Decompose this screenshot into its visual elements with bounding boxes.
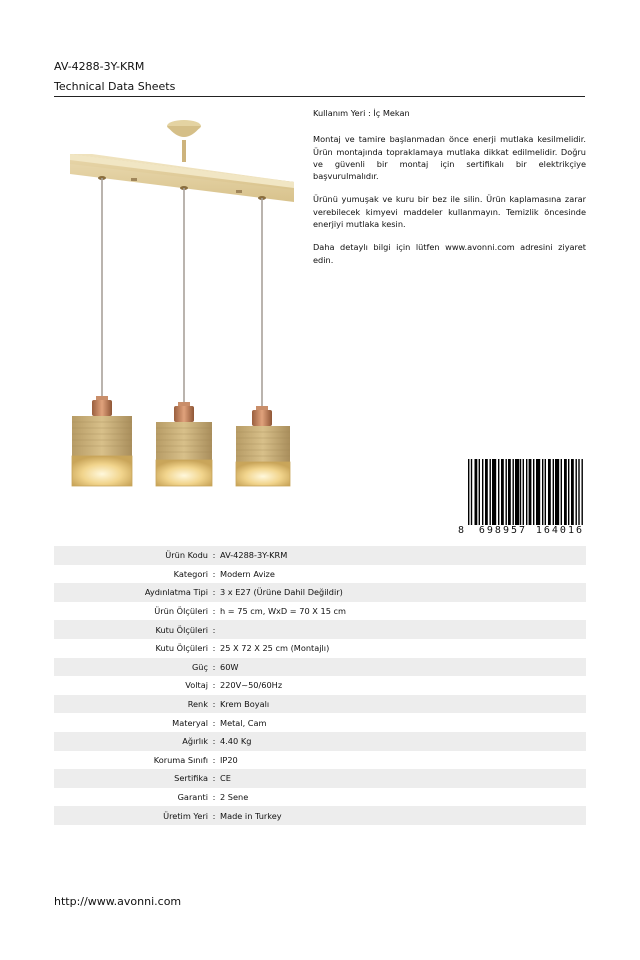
barcode [458,459,586,535]
spec-row: Garanti : 2 Sene [54,788,586,807]
spec-row: Renk : Krem Boyalı [54,695,586,714]
usage-location: Kullanım Yeri : İç Mekan [313,108,410,118]
spec-row: Ürün Kodu : AV-4288-3Y-KRM [54,546,586,565]
spec-label: Koruma Sınıfı [153,754,208,765]
spec-value: Made in Turkey [220,810,282,821]
spec-label: Garanti [177,792,208,803]
spec-row: Güç : 60W [54,658,586,677]
spec-label: Sertifika [174,773,208,784]
spec-value: h = 75 cm, WxD = 70 X 15 cm [220,606,346,617]
spec-label: Aydınlatma Tipi [144,587,208,598]
spec-label: Kutu Ölçüleri [155,624,208,635]
spec-value: Krem Boyalı [220,699,270,710]
spec-row: Aydınlatma Tipi : 3 x E27 (Ürüne Dahil Değildir) [54,583,586,602]
spec-value: 3 x E27 (Ürüne Dahil Değildir) [220,587,343,598]
spec-row: Üretim Yeri : Made in Turkey [54,806,586,825]
spec-value: AV-4288-3Y-KRM [220,550,288,561]
spec-row: Ürün Ölçüleri : h = 75 cm, WxD = 70 X 15 cm [54,602,586,621]
spec-value: CE [220,773,231,784]
ceiling-canopy [167,120,201,162]
pendant-right [236,406,290,486]
spec-label: Materyal [172,717,208,728]
product-code-title: AV-4288-3Y-KRM [54,60,145,73]
spec-value: Modern Avize [220,568,275,579]
safety-note: Montaj ve tamire başlanmadan önce enerji mutlaka kesilmelidir. Ürün montajında topraklamaya mutlaka dikkat edilmelidir. Doğru ve güvenli bir montaj için sertifikalı bir elektrikçiye başvurulmalıdır. [313,134,586,182]
document-subtitle: Technical Data Sheets [54,80,176,93]
barcode-digit-prefix: 8 [458,525,465,536]
spec-label: Kategori [173,568,208,579]
spec-row: Ağırlık : 4.40 Kg [54,732,586,751]
spec-label: Ürün Ölçüleri [154,606,208,617]
pendant-cords [102,178,262,408]
spec-row: Kategori : Modern Avize [54,565,586,584]
spec-value: 2 Sene [220,792,249,803]
spec-table [54,546,586,825]
spec-label: Ağırlık [182,736,208,747]
usage-notes [313,107,586,277]
product-image [62,118,302,498]
spec-label: Güç [191,661,208,672]
spec-value: 4.40 Kg [220,736,252,747]
pendant-center [156,402,212,486]
spec-row: Koruma Sınıfı : IP20 [54,751,586,770]
spec-value: IP20 [220,754,238,765]
spec-value: Metal, Cam [220,717,267,728]
spec-row: Kutu Ölçüleri : 25 X 72 X 25 cm (Montajlı) [54,639,586,658]
cleaning-note: Ürünü yumuşak ve kuru bir bez ile silin. Ürün kaplamasına zarar verebilecek kimyevi maddeler kullanmayın. Temizlik öncesinde enerjiyi mutlaka kesin. [313,194,586,230]
spec-value: 60W [220,661,239,672]
spec-label: Renk [187,699,208,710]
pendant-left [72,396,132,486]
barcode-digits [458,525,586,536]
spec-label: Üretim Yeri [163,810,208,821]
spec-row: Materyal : Metal, Cam [54,713,586,732]
spec-row: Kutu Ölçüleri : [54,620,586,639]
footer-url[interactable]: http://www.avonni.com [54,895,182,908]
spec-row: Voltaj : 220V~50/60Hz [54,676,586,695]
header-divider [54,96,585,97]
website-note: Daha detaylı bilgi için lütfen www.avonni.com adresini ziyaret edin. [313,242,586,265]
spec-label: Kutu Ölçüleri [155,643,208,654]
spec-value: 220V~50/60Hz [220,680,283,691]
spec-label: Voltaj [185,680,208,691]
barcode-digit-group-left: 698957 [478,525,528,536]
barcode-digit-group-right: 164016 [535,525,584,536]
spec-label: Ürün Kodu [165,550,208,561]
spec-row: Sertifika : CE [54,769,586,788]
spec-value: 25 X 72 X 25 cm (Montajlı) [220,643,330,654]
